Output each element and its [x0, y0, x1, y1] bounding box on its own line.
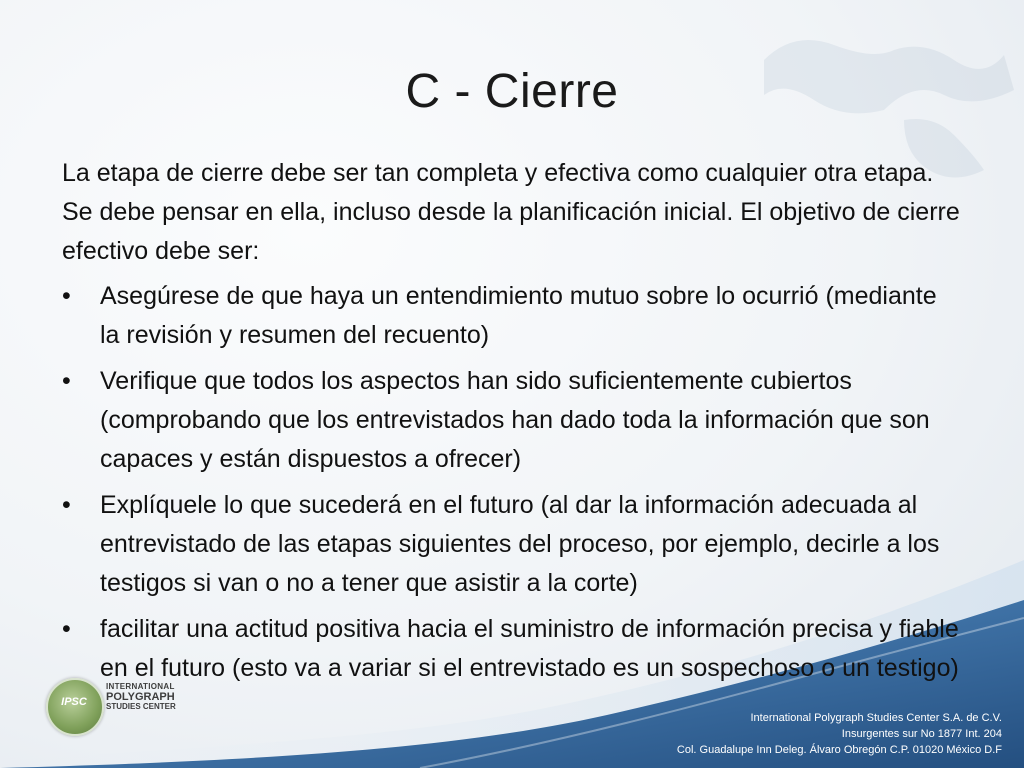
list-item — [62, 277, 962, 355]
bullet-icon: • — [62, 367, 71, 395]
bullet-text: Verifique que todos los aspectos han sido suficientemente cubiertos (comprobando que los entrevistados han dado toda la información que son capaces y están dispuestos a ofrecer) — [100, 367, 930, 473]
ipsc-logo — [46, 676, 186, 736]
footer-company: International Polygraph Studies Center S.A. de C.V. — [750, 712, 1002, 724]
logo-line-3: STUDIES CENTER — [106, 702, 176, 711]
bullet-list — [62, 277, 962, 688]
bullet-text: Asegúrese de que haya un entendimiento mutuo sobre lo ocurrió (mediante la revisión y resumen del recuento) — [100, 282, 937, 349]
bullet-text: Explíquele lo que sucederá en el futuro (al dar la información adecuada al entrevistado de las etapas siguientes del proceso, por ejemplo, decirle a los testigos si van o no a tener que asistir a la corte) — [100, 491, 940, 597]
list-item — [62, 486, 962, 603]
footer-address-1: Insurgentes sur No 1877 Int. 204 — [841, 728, 1002, 740]
logo-badge-text: IPSC — [61, 696, 87, 708]
bullet-text: facilitar una actitud positiva hacia el suministro de información precisa y fiable en el futuro (esto va a variar si el entrevistado es un sospechoso o un testigo) — [100, 615, 959, 682]
bullet-icon: • — [62, 615, 71, 643]
footer-contact — [542, 710, 1002, 758]
list-item — [62, 610, 962, 688]
slide-body — [62, 154, 962, 695]
list-item — [62, 362, 962, 479]
intro-paragraph: La etapa de cierre debe ser tan completa y efectiva como cualquier otra etapa. Se debe pensar en ella, incluso desde la planificación inicial. El objetivo de cierre efectivo debe ser: — [62, 159, 960, 265]
slide-title: C - Cierre — [405, 65, 619, 118]
bullet-icon: • — [62, 282, 71, 310]
logo-wordmark — [106, 682, 176, 712]
logo-line-1: INTERNATIONAL — [106, 682, 175, 691]
logo-line-2: POLYGRAPH — [106, 691, 175, 703]
bullet-icon: • — [62, 491, 71, 519]
footer-address-2: Col. Guadalupe Inn Deleg. Álvaro Obregón C.P. 01020 México D.F — [676, 744, 1002, 756]
